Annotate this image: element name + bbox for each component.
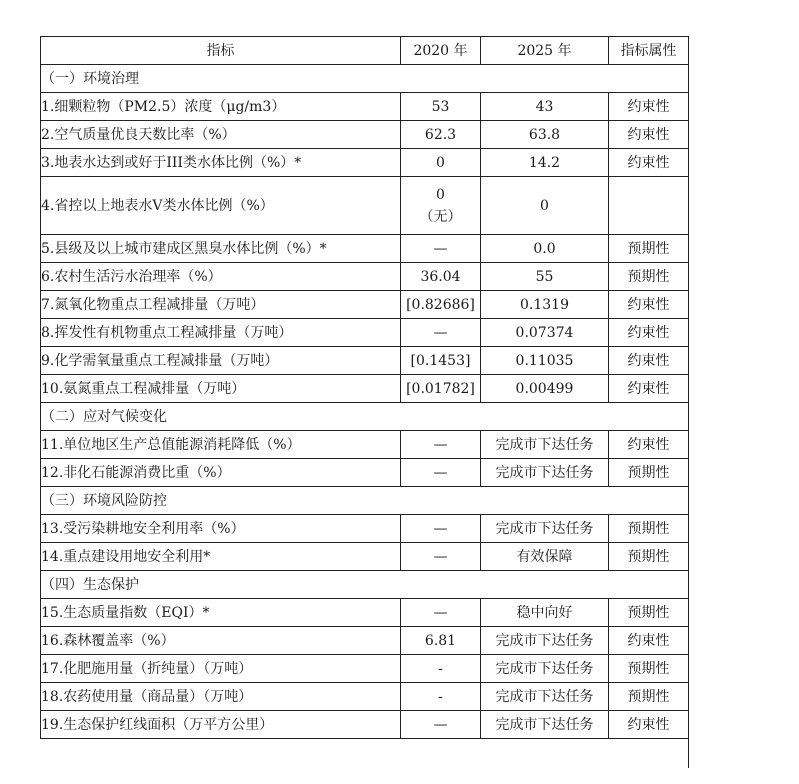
- indicator-name-cell: 7.氮氧化物重点工程减排量（万吨）: [41, 291, 401, 319]
- attribute-cell: 预期性: [609, 683, 689, 711]
- value-2020-cell: 53: [401, 93, 481, 121]
- table-row: [41, 543, 689, 571]
- value-2025-cell: 14.2: [481, 149, 609, 177]
- indicator-name-cell: 5.县级及以上城市建成区黑臭水体比例（%）*: [41, 235, 401, 263]
- table-row: [41, 655, 689, 683]
- value-2020-cell: 6.81: [401, 627, 481, 655]
- value-2020-cell: [0.01782]: [401, 375, 481, 403]
- value-2025-cell: 0.11035: [481, 347, 609, 375]
- table-row: [41, 459, 689, 487]
- value-2025-cell: 43: [481, 93, 609, 121]
- attribute-cell: 预期性: [609, 655, 689, 683]
- header-year-2020: 2020 年: [401, 37, 481, 65]
- value-2020-cell: —: [401, 711, 481, 739]
- attribute-cell: 预期性: [609, 543, 689, 571]
- value-2025-cell: 完成市下达任务: [481, 711, 609, 739]
- attribute-cell: 约束性: [609, 375, 689, 403]
- table-row: [41, 121, 689, 149]
- value-2020: 0: [436, 186, 445, 203]
- table-row: [41, 149, 689, 177]
- attribute-cell: 预期性: [609, 235, 689, 263]
- value-2025-cell: 稳中向好: [481, 599, 609, 627]
- attribute-cell: 约束性: [609, 431, 689, 459]
- indicator-name-cell: 9.化学需氧量重点工程减排量（万吨）: [41, 347, 401, 375]
- indicator-name-cell: 8.挥发性有机物重点工程减排量（万吨）: [41, 319, 401, 347]
- value-2025-cell: 完成市下达任务: [481, 683, 609, 711]
- attribute-cell: 预期性: [609, 263, 689, 291]
- section-title: （四）生态保护: [41, 571, 689, 599]
- value-2020-cell: [0.1453]: [401, 347, 481, 375]
- attribute-cell: 预期性: [609, 599, 689, 627]
- value-2020-cell: -: [401, 655, 481, 683]
- table-row: [41, 711, 689, 739]
- value-2025-cell: 0.00499: [481, 375, 609, 403]
- indicator-name-cell: 10.氨氮重点工程减排量（万吨）: [41, 375, 401, 403]
- attribute-cell: 约束性: [609, 319, 689, 347]
- value-2025-cell: 完成市下达任务: [481, 431, 609, 459]
- value-2025-cell: 有效保障: [481, 543, 609, 571]
- section-row: [41, 403, 689, 431]
- table-row: [41, 177, 689, 235]
- table-row: [41, 683, 689, 711]
- indicator-name-cell: 11.单位地区生产总值能源消耗降低（%）: [41, 431, 401, 459]
- value-2020-cell: —: [401, 599, 481, 627]
- table-row: [41, 347, 689, 375]
- attribute-cell: 约束性: [609, 627, 689, 655]
- value-2025-cell: 0.0: [481, 235, 609, 263]
- table-row: [41, 599, 689, 627]
- value-2025-cell: 0.1319: [481, 291, 609, 319]
- header-indicator: 指标: [41, 37, 401, 65]
- attribute-cell: 约束性: [609, 149, 689, 177]
- value-2025-cell: 完成市下达任务: [481, 459, 609, 487]
- indicator-table: [40, 36, 689, 739]
- value-2020-cell: -: [401, 683, 481, 711]
- value-2020-note: （无）: [419, 208, 462, 225]
- section-row: [41, 487, 689, 515]
- value-2025-cell: 完成市下达任务: [481, 515, 609, 543]
- attribute-cell: [609, 177, 689, 235]
- section-title: （二）应对气候变化: [41, 403, 689, 431]
- value-2020-cell: 36.04: [401, 263, 481, 291]
- header-year-2025: 2025 年: [481, 37, 609, 65]
- indicator-name-cell: 15.生态质量指数（EQI）*: [41, 599, 401, 627]
- attribute-cell: 约束性: [609, 121, 689, 149]
- table-row: [41, 431, 689, 459]
- table-row: [41, 319, 689, 347]
- value-2025-cell: 完成市下达任务: [481, 655, 609, 683]
- value-2020-cell: [401, 177, 481, 235]
- section-title: （一）环境治理: [41, 65, 689, 93]
- attribute-cell: 约束性: [609, 347, 689, 375]
- header-attribute: 指标属性: [609, 37, 689, 65]
- section-row: [41, 65, 689, 93]
- table-header-row: [41, 37, 689, 65]
- table-row: [41, 93, 689, 121]
- indicator-name-cell: 18.农药使用量（商品量）（万吨）: [41, 683, 401, 711]
- indicator-table-container: [40, 36, 689, 739]
- attribute-cell: 约束性: [609, 711, 689, 739]
- indicator-name-cell: 13.受污染耕地安全利用率（%）: [41, 515, 401, 543]
- table-row: [41, 263, 689, 291]
- indicator-name-cell: 6.农村生活污水治理率（%）: [41, 263, 401, 291]
- attribute-cell: 预期性: [609, 459, 689, 487]
- indicator-name-cell: 4.省控以上地表水Ⅴ类水体比例（%）: [41, 177, 401, 235]
- value-2020-cell: 62.3: [401, 121, 481, 149]
- indicator-name-cell: 2.空气质量优良天数比率（%）: [41, 121, 401, 149]
- value-2025-cell: 0: [481, 177, 609, 235]
- table-right-edge: [688, 36, 689, 768]
- table-row: [41, 627, 689, 655]
- table-row: [41, 375, 689, 403]
- value-2025-cell: 63.8: [481, 121, 609, 149]
- value-2020-cell: —: [401, 319, 481, 347]
- table-row: [41, 235, 689, 263]
- indicator-name-cell: 19.生态保护红线面积（万平方公里）: [41, 711, 401, 739]
- indicator-name-cell: 12.非化石能源消费比重（%）: [41, 459, 401, 487]
- indicator-name-cell: 16.森林覆盖率（%）: [41, 627, 401, 655]
- value-2020-cell: —: [401, 459, 481, 487]
- attribute-cell: 约束性: [609, 93, 689, 121]
- indicator-name-cell: 17.化肥施用量（折纯量）（万吨）: [41, 655, 401, 683]
- value-2020-cell: [0.82686]: [401, 291, 481, 319]
- indicator-name-cell: 3.地表水达到或好于III类水体比例（%）*: [41, 149, 401, 177]
- section-row: [41, 571, 689, 599]
- value-2025-cell: 0.07374: [481, 319, 609, 347]
- value-2020-cell: —: [401, 515, 481, 543]
- value-2025-cell: 完成市下达任务: [481, 627, 609, 655]
- value-2020-cell: —: [401, 235, 481, 263]
- value-2020-cell: —: [401, 543, 481, 571]
- section-title: （三）环境风险防控: [41, 487, 689, 515]
- value-2020-cell: 0: [401, 149, 481, 177]
- value-2020-cell: —: [401, 431, 481, 459]
- indicator-name-cell: 1.细颗粒物（PM2.5）浓度（μg/m3）: [41, 93, 401, 121]
- table-row: [41, 515, 689, 543]
- indicator-name-cell: 14.重点建设用地安全利用*: [41, 543, 401, 571]
- attribute-cell: 约束性: [609, 291, 689, 319]
- table-row: [41, 291, 689, 319]
- attribute-cell: 预期性: [609, 515, 689, 543]
- value-2025-cell: 55: [481, 263, 609, 291]
